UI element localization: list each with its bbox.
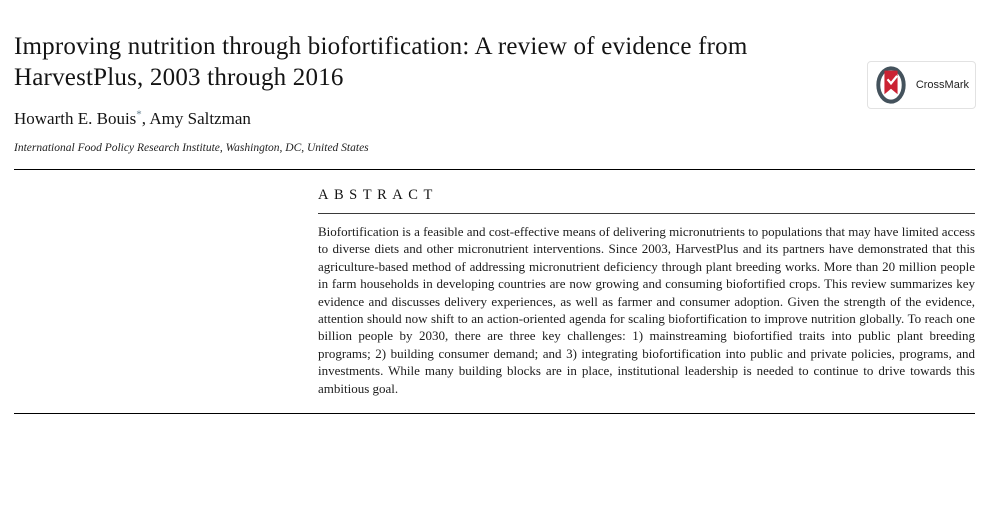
authors-line	[14, 109, 1000, 129]
header-divider	[14, 169, 975, 170]
abstract-divider	[318, 213, 975, 214]
abstract-heading: ABSTRACT	[318, 187, 438, 203]
author-name: Amy Saltzman	[149, 109, 251, 128]
footer-divider	[14, 413, 975, 414]
authors-separator: ,	[141, 109, 150, 128]
crossmark-badge[interactable]	[867, 61, 976, 109]
author-footnote-mark: *	[136, 108, 142, 121]
paper-page	[0, 31, 1000, 525]
affiliation: International Food Policy Research Institute, Washington, DC, United States	[14, 142, 369, 154]
crossmark-logo-icon	[870, 64, 912, 106]
paper-title: Improving nutrition through biofortification: A review of evidence from HarvestPlus, 2003 through 2016	[14, 33, 748, 91]
crossmark-label: CrossMark	[915, 79, 969, 91]
abstract-section	[318, 187, 975, 397]
abstract-body: Biofortification is a feasible and cost-effective means of delivering micronutrients to populations that may have limited access to diverse diets and other micronutrient interventions. Since 2003, HarvestPlus and its partners have demonstrated that this agriculture-based method of addressing micronutrient deficiency through plant breeding works. More than 20 million people in farm households in developing countries are now growing and consuming biofortified crops. This review summarizes key evidence and discusses delivery experiences, as well as farmer and consumer adoption. Given the strength of the evidence, attention should now shift to an action-oriented agenda for scaling biofortification to improve nutrition globally. To reach one billion people by 2030, there are three key challenges: 1) mainstreaming biofortified traits into public plant breeding programs; 2) building consumer demand; and 3) integrating biofortification into public and private policies, programs, and investments. While many building blocks are in place, institutional leadership is needed to continue to drive towards this ambitious goal.	[318, 224, 975, 396]
author-name: Howarth E. Bouis	[14, 109, 137, 128]
